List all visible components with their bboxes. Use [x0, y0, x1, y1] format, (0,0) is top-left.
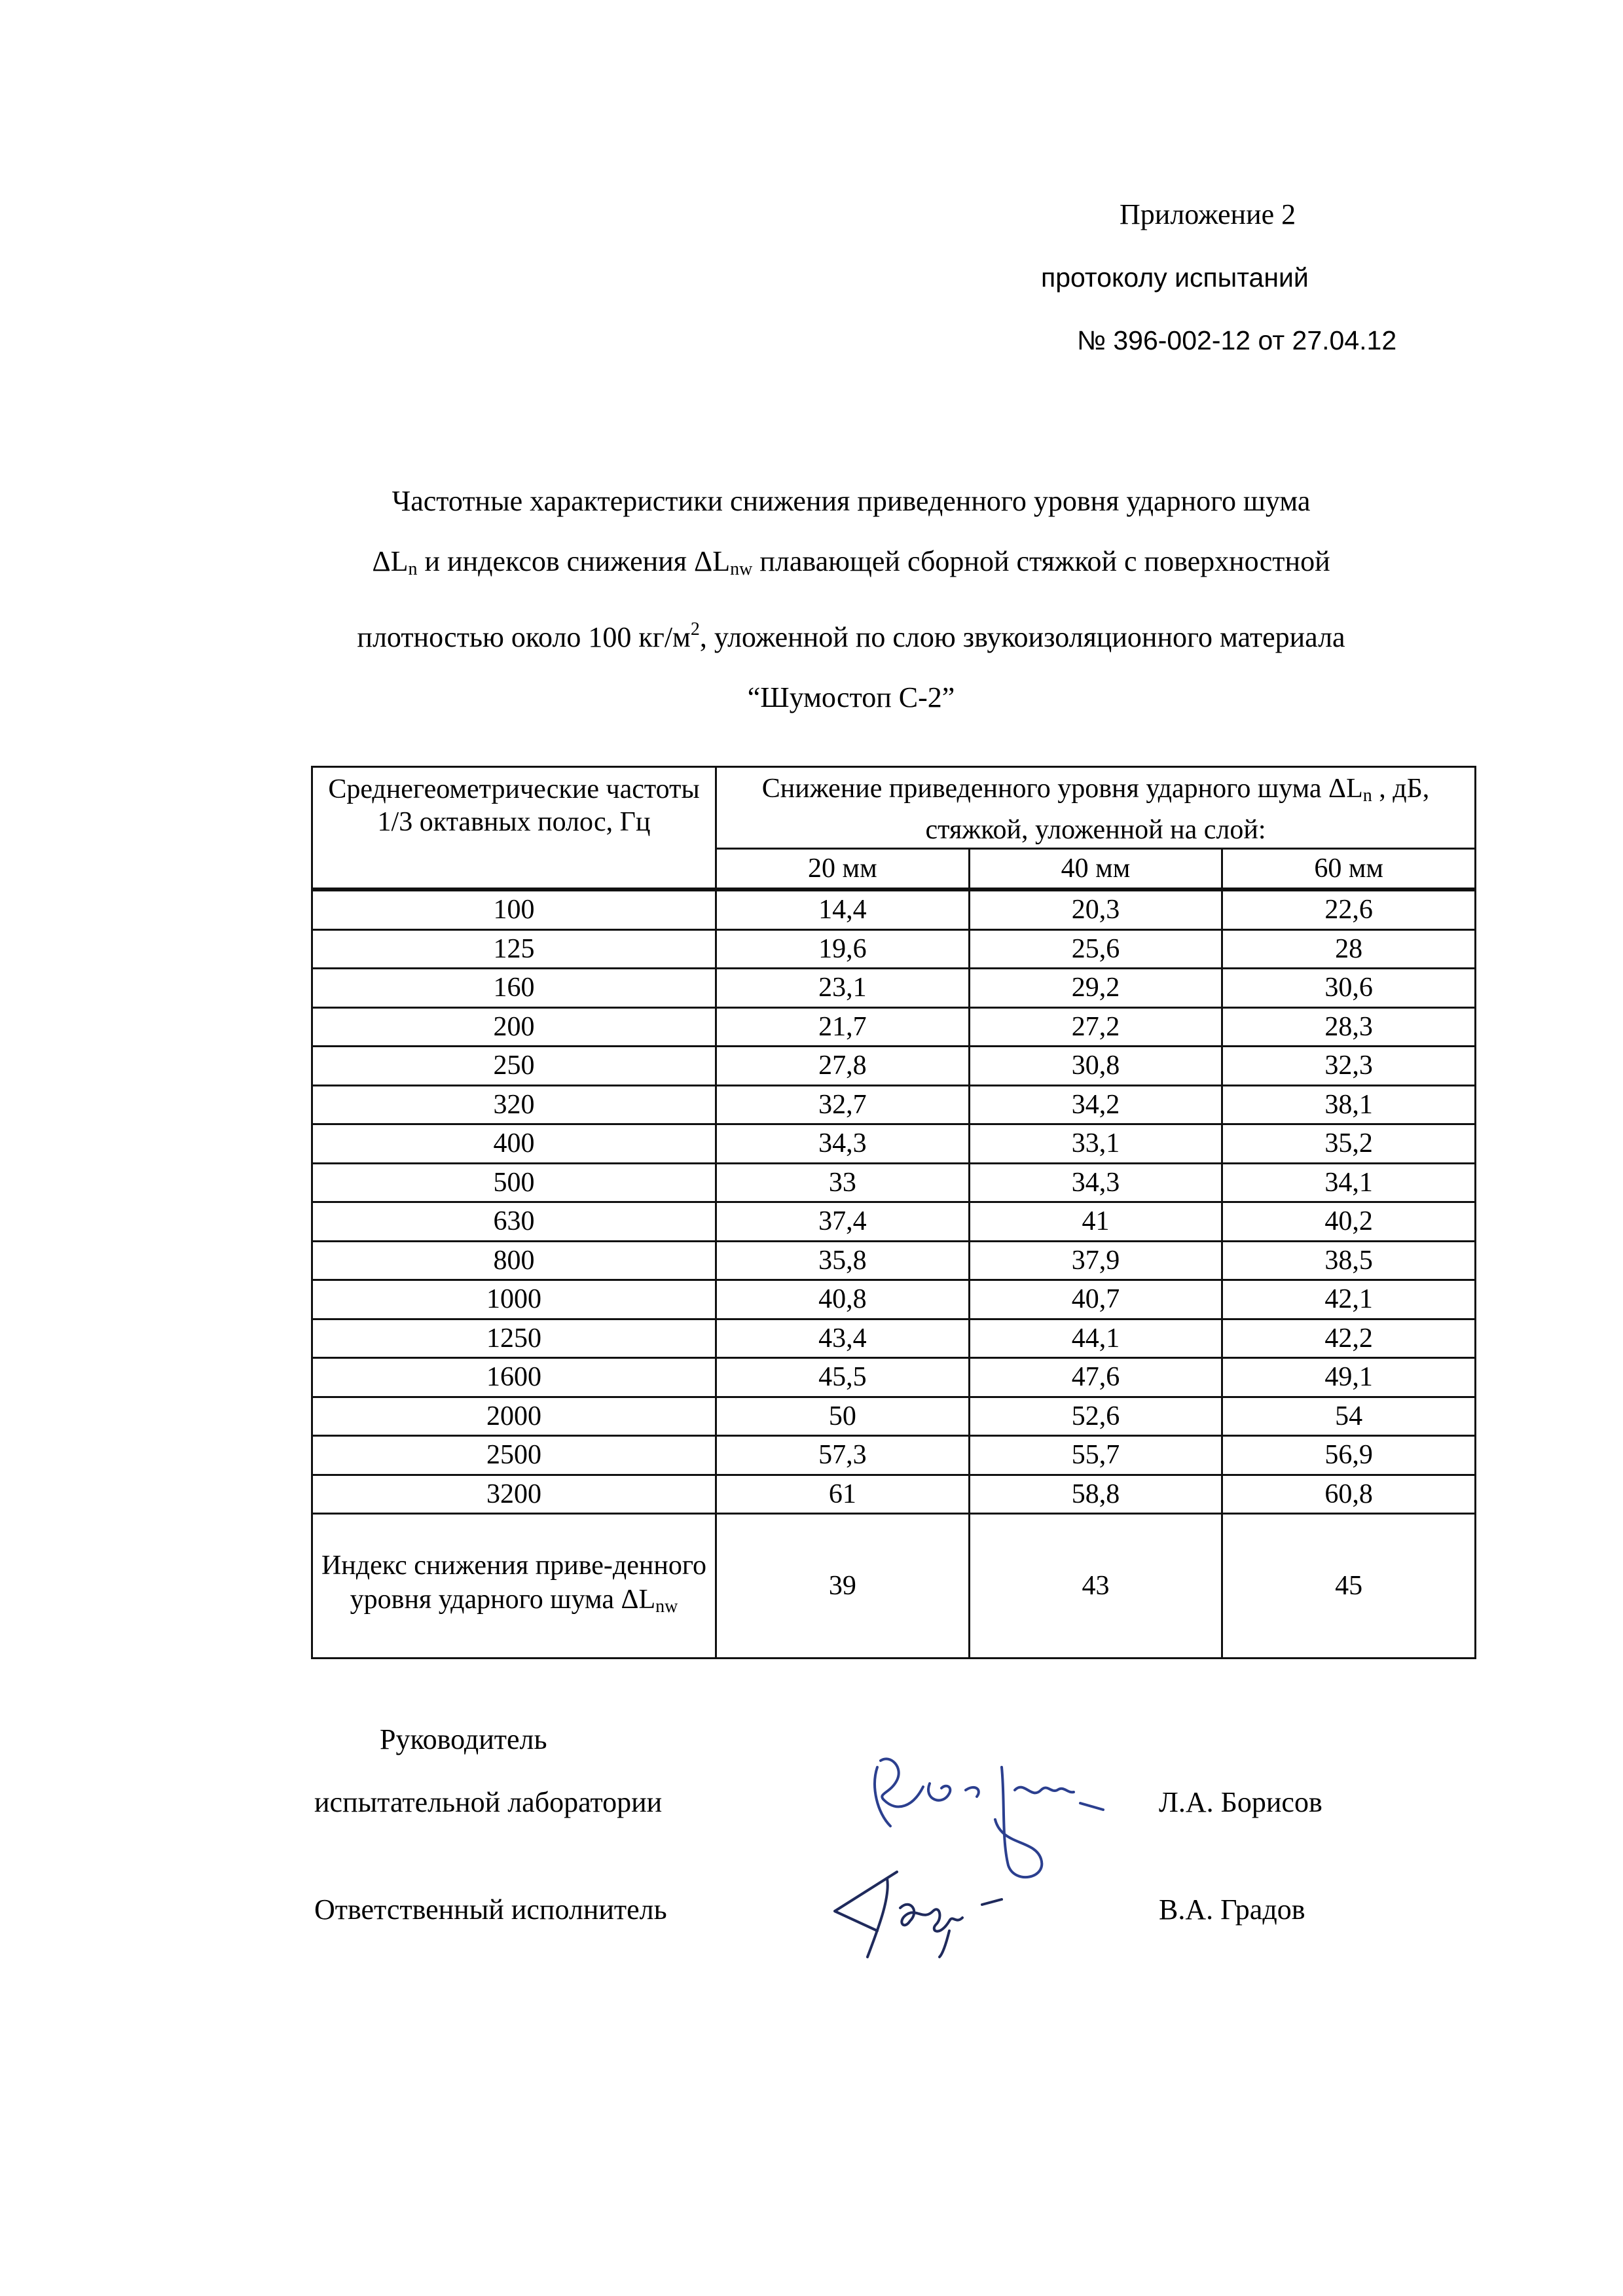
frequency-cell: 160: [312, 969, 716, 1008]
table-row: [312, 969, 1476, 1008]
value-cell-20mm: 21,7: [716, 1007, 970, 1047]
index-label-subscript: nw: [655, 1596, 678, 1617]
value-cell-40mm: 30,8: [969, 1047, 1222, 1086]
value-cell-20mm: 34,3: [716, 1124, 970, 1164]
value-cell-40mm: 34,2: [969, 1085, 1222, 1124]
title-line-2-part-a: ΔL: [372, 545, 409, 577]
value-cell-20mm: 19,6: [716, 929, 970, 969]
value-cell-40mm: 40,7: [969, 1280, 1222, 1319]
reduction-header-part-b: , дБ, стяжкой, уложенной на слой:: [925, 773, 1430, 845]
value-cell-20mm: 45,5: [716, 1358, 970, 1397]
value-cell-60mm: 28: [1222, 929, 1476, 969]
executor-handwritten-signature: [825, 1859, 1034, 1970]
value-cell-40mm: 27,2: [969, 1007, 1222, 1047]
frequency-cell: 320: [312, 1085, 716, 1124]
value-cell-40mm: 52,6: [969, 1397, 1222, 1436]
value-cell-60mm: 34,1: [1222, 1163, 1476, 1202]
table-row: [312, 1007, 1476, 1047]
head-title-line-2: испытательной лаборатории: [314, 1786, 663, 1818]
value-cell-20mm: 32,7: [716, 1085, 970, 1124]
index-row: [312, 1514, 1476, 1659]
value-cell-40mm: 44,1: [969, 1319, 1222, 1358]
value-cell-40mm: 25,6: [969, 929, 1222, 969]
title-line-2: [262, 531, 1440, 600]
title-line-2-part-b: и индексов снижения ΔL: [417, 545, 731, 577]
reduction-header: [716, 767, 1476, 849]
value-cell-60mm: 56,9: [1222, 1436, 1476, 1475]
appendix-protocol-number: № 396-002-12 от 27.04.12: [1077, 325, 1397, 355]
value-cell-40mm: 41: [969, 1202, 1222, 1242]
value-cell-40mm: 37,9: [969, 1241, 1222, 1280]
title-line-3: [262, 600, 1440, 668]
value-cell-60mm: 49,1: [1222, 1358, 1476, 1397]
frequency-cell: 1000: [312, 1280, 716, 1319]
value-cell-20mm: 14,4: [716, 889, 970, 929]
frequency-cell: 2500: [312, 1436, 716, 1475]
index-value-40mm: 43: [969, 1514, 1222, 1659]
table-body: [312, 889, 1476, 1659]
frequency-cell: 1250: [312, 1319, 716, 1358]
table-row: [312, 1475, 1476, 1514]
value-cell-40mm: 55,7: [969, 1436, 1222, 1475]
value-cell-40mm: 47,6: [969, 1358, 1222, 1397]
head-title-line-1: Руководитель: [380, 1723, 547, 1755]
title-line-4: “Шумостоп С-2”: [747, 681, 955, 713]
value-cell-60mm: 38,1: [1222, 1085, 1476, 1124]
frequency-cell: 1600: [312, 1358, 716, 1397]
value-cell-60mm: 42,2: [1222, 1319, 1476, 1358]
value-cell-40mm: 34,3: [969, 1163, 1222, 1202]
value-cell-20mm: 57,3: [716, 1436, 970, 1475]
value-cell-20mm: 43,4: [716, 1319, 970, 1358]
table-row: [312, 1163, 1476, 1202]
title-line-3-superscript: 2: [690, 619, 700, 639]
value-cell-60mm: 30,6: [1222, 969, 1476, 1008]
frequency-cell: 2000: [312, 1397, 716, 1436]
value-cell-40mm: 29,2: [969, 969, 1222, 1008]
frequency-column-header: Среднегеометрические частоты 1/3 октавных полос, Гц: [312, 767, 716, 890]
value-cell-60mm: 38,5: [1222, 1241, 1476, 1280]
noise-reduction-table: [311, 766, 1476, 1659]
value-cell-60mm: 22,6: [1222, 889, 1476, 929]
table-row: [312, 1280, 1476, 1319]
table-row: [312, 1241, 1476, 1280]
value-cell-40mm: 58,8: [969, 1475, 1222, 1514]
frequency-cell: 125: [312, 929, 716, 969]
frequency-cell: 630: [312, 1202, 716, 1242]
value-cell-60mm: 40,2: [1222, 1202, 1476, 1242]
table-row: [312, 1436, 1476, 1475]
title-line-2-subscript-2: nw: [730, 559, 753, 579]
appendix-header: [1021, 183, 1480, 372]
title-line-1: Частотные характеристики снижения приведенного уровня ударного шума: [392, 485, 1311, 517]
frequency-cell: 800: [312, 1241, 716, 1280]
value-cell-60mm: 42,1: [1222, 1280, 1476, 1319]
document-title: [262, 471, 1440, 728]
frequency-cell: 100: [312, 889, 716, 929]
value-cell-20mm: 50: [716, 1397, 970, 1436]
value-cell-40mm: 20,3: [969, 889, 1222, 929]
value-cell-20mm: 37,4: [716, 1202, 970, 1242]
value-cell-20mm: 40,8: [716, 1280, 970, 1319]
value-cell-20mm: 27,8: [716, 1047, 970, 1086]
reduction-header-subscript: n: [1362, 785, 1372, 806]
value-cell-40mm: 33,1: [969, 1124, 1222, 1164]
table-row: [312, 1085, 1476, 1124]
column-header-20mm: 20 мм: [716, 849, 970, 890]
value-cell-20mm: 23,1: [716, 969, 970, 1008]
index-label-text: Индекс снижения приве-денного уровня ударного шума ΔL: [321, 1550, 707, 1615]
frequency-cell: 400: [312, 1124, 716, 1164]
table-row: [312, 1047, 1476, 1086]
index-value-60mm: 45: [1222, 1514, 1476, 1659]
frequency-cell: 3200: [312, 1475, 716, 1514]
frequency-cell: 500: [312, 1163, 716, 1202]
frequency-cell: 250: [312, 1047, 716, 1086]
head-name: Л.А. Борисов: [1159, 1786, 1322, 1818]
appendix-number: Приложение 2: [1120, 198, 1296, 230]
value-cell-20mm: 61: [716, 1475, 970, 1514]
title-line-3-part-a: плотностью около 100 кг/м: [357, 621, 691, 653]
value-cell-20mm: 33: [716, 1163, 970, 1202]
title-line-2-subscript: n: [408, 559, 418, 579]
title-line-2-part-c: плавающей сборной стяжкой с поверхностной: [752, 545, 1330, 577]
value-cell-20mm: 35,8: [716, 1241, 970, 1280]
executor-title: Ответственный исполнитель: [314, 1893, 667, 1926]
value-cell-60mm: 60,8: [1222, 1475, 1476, 1514]
value-cell-60mm: 35,2: [1222, 1124, 1476, 1164]
index-value-20mm: 39: [716, 1514, 970, 1659]
table-row: [312, 1124, 1476, 1164]
value-cell-60mm: 32,3: [1222, 1047, 1476, 1086]
table-row: [312, 1202, 1476, 1242]
table-row: [312, 1319, 1476, 1358]
reduction-header-part-a: Снижение приведенного уровня ударного шума ΔL: [761, 773, 1363, 804]
table-row: [312, 1358, 1476, 1397]
column-header-60mm: 60 мм: [1222, 849, 1476, 890]
table-row: [312, 929, 1476, 969]
table-row: [312, 1397, 1476, 1436]
column-header-40mm: 40 мм: [969, 849, 1222, 890]
value-cell-60mm: 54: [1222, 1397, 1476, 1436]
frequency-cell: 200: [312, 1007, 716, 1047]
index-label: [312, 1514, 716, 1659]
title-line-3-part-b: , уложенной по слою звукоизоляционного материала: [699, 621, 1345, 653]
executor-name: В.А. Градов: [1159, 1893, 1305, 1926]
head-title: [314, 1708, 662, 1834]
table-row: [312, 889, 1476, 929]
appendix-protocol-label: протоколу испытаний: [1041, 262, 1309, 293]
value-cell-60mm: 28,3: [1222, 1007, 1476, 1047]
